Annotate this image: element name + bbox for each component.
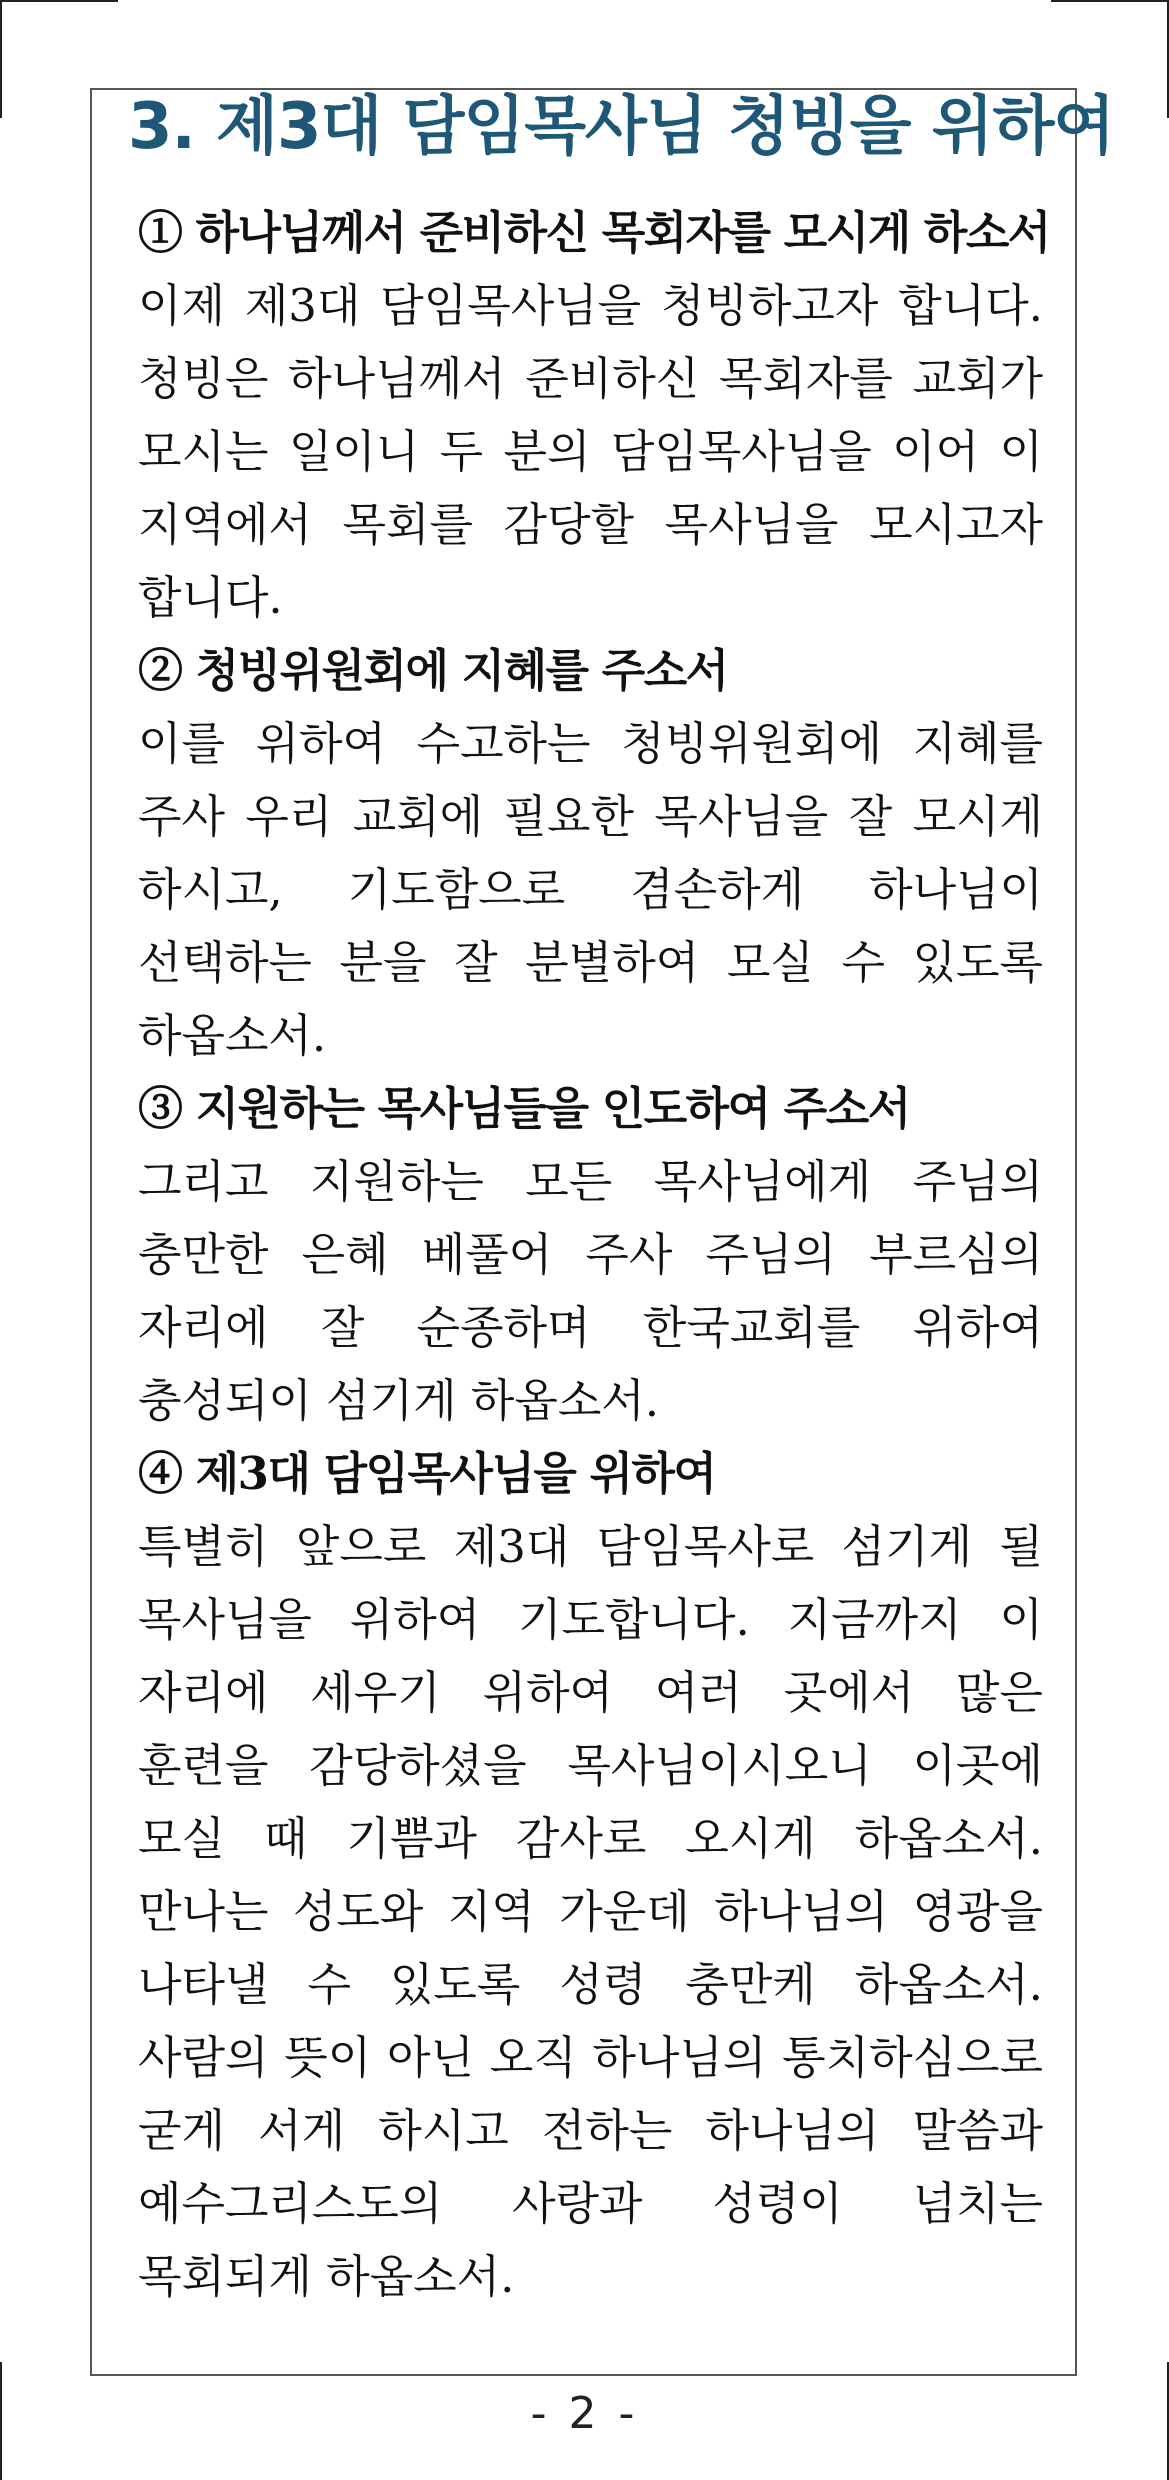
section-1 — [138, 196, 1050, 634]
section-paragraph: 그리고 지원하는 모든 목사님에게 주님의 충만한 은혜 베풀어 주사 주님의 부르심의 자리에 잘 순종하며 한국교회를 위하여 충성되이 섬기게 하옵소서. — [138, 1155, 1043, 1427]
section-heading: ① 하나님께서 준비하신 목회자를 모시게 하소서 — [138, 206, 1050, 259]
section-paragraph: 이를 위하여 수고하는 청빙위원회에 지혜를 주사 우리 교회에 필요한 목사님을 잘 모시게 하시고, 기도함으로 겸손하게 하나님이 선택하는 분을 잘 분별하여 모실 수 있도록 하옵소서. — [138, 717, 1043, 1062]
crop-mark-top-left-horizontal — [0, 0, 118, 2]
section-4 — [138, 1437, 1043, 2313]
document-body — [138, 196, 1050, 2313]
crop-mark-top-right-horizontal — [1051, 0, 1169, 2]
page-title: 3. 제3대 담임목사님 청빙을 위하여 — [128, 90, 1115, 164]
crop-mark-top-left-vertical — [0, 0, 2, 118]
section-heading: ④ 제3대 담임목사님을 위하여 — [138, 1447, 716, 1500]
section-paragraph: 특별히 앞으로 제3대 담임목사로 섬기게 될 목사님을 위하여 기도합니다. 지금까지 이 자리에 세우기 위하여 여러 곳에서 많은 훈련을 감당하셨을 목사님이시오니 이곳에 모실 때 기쁨과 감사로 오시게 하옵소서. 만나는 성도와 지역 가운데 하나님의 영광을 나타낼 수 있도록 성령 충만케 하옵소서. 사람의 뜻이 아닌 오직 하나님의 통치하심으로 굳게 서게 하시고 전하는 하나님의 말씀과 예수그리스도의 사랑과 성령이 넘치는 목회되게 하옵소서. — [138, 1520, 1043, 2303]
section-3 — [138, 1072, 1043, 1437]
section-heading: ② 청빙위원회에 지혜를 주소서 — [138, 644, 728, 697]
section-2 — [138, 634, 1043, 1072]
page-number: - 2 - — [530, 2388, 639, 2439]
section-heading: ③ 지원하는 목사님들을 인도하여 주소서 — [138, 1082, 910, 1135]
section-paragraph: 이제 제3대 담임목사님을 청빙하고자 합니다. 청빙은 하나님께서 준비하신 목회자를 교회가 모시는 일이니 두 분의 담임목사님을 이어 이 지역에서 목회를 감당할 목사님을 모시고자 합니다. — [138, 279, 1043, 624]
